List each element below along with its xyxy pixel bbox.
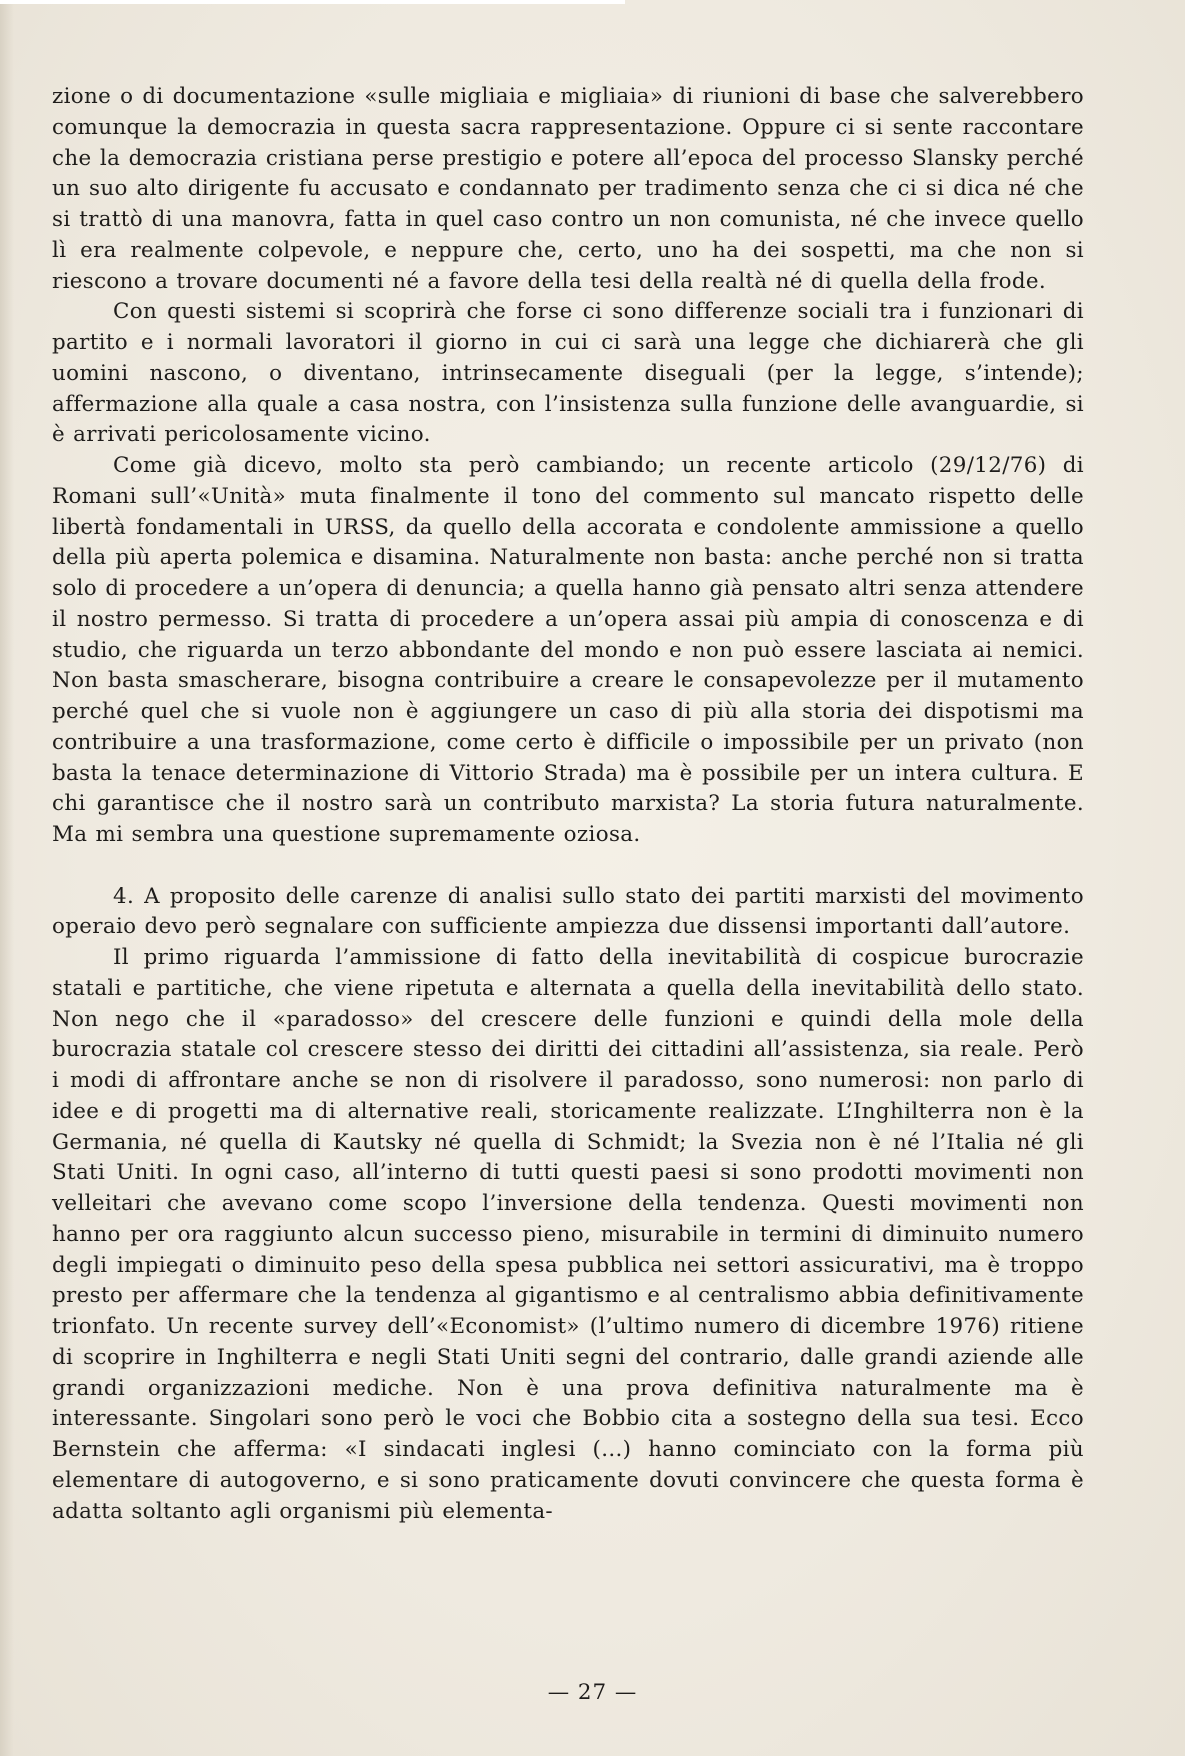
paragraph-3: Come già dicevo, molto sta però cambiando; un recente articolo (29/12/76) di Romani sull’«Unità» muta finalmente il tono del commento sul mancato rispetto delle libertà fondamentali in URSS, da quello della accorata e condolente ammissione a quello della più aperta polemica e disamina. Naturalmente non basta: anche perché non si tratta solo di procedere a un’opera di denuncia; a quella hanno già pensato altri senza attendere il nostro permesso. Si tratta di procedere a un’opera assai più ampia di conoscenza e di studio, che riguarda un terzo abbondante del mondo e non può essere lasciata ai nemici. Non basta smascherare, bisogna contribuire a creare le consapevolezze per il mutamento perché quel che si vuole non è aggiungere un caso di più alla storia dei dispotismi ma contribuire a una trasformazione, come certo è difficile o impossibile per un privato (non basta la tenace determinazione di Vittorio Strada) ma è possibile per un intera cultura. E chi garantisce che il nostro sarà un contributo marxista? La storia futura naturalmente. Ma mi sembra una questione supremamente oziosa. bbox=[52, 453, 1084, 847]
paragraph-2: Con questi sistemi si scoprirà che forse ci sono differenze sociali tra i funzionari di partito e i normali lavoratori il giorno in cui ci sarà una legge che dichiarerà che gli uomini nascono, o diventano, intrinsecamente diseguali (per la legge, s’intende); affermazione alla quale a casa nostra, con l’insistenza sulla funzione delle avanguardie, si è arrivati pericolosamente vicino. bbox=[52, 299, 1084, 448]
section-4-paragraph: 4. A proposito delle carenze di analisi sullo stato dei partiti marxisti del movimento operaio devo però segnalare con sufficiente ampiezza due dissensi importanti dall’autore. bbox=[52, 883, 1084, 940]
paragraph-5: Il primo riguarda l’ammissione di fatto della inevitabilità di cospicue burocrazie statali e partitiche, che viene ripetuta e alternata a quella della inevitabilità dello stato. Non nego che il «paradosso» del crescere delle funzioni e quindi della mole della burocrazia statale col crescere stesso dei diritti dei cittadini all’assistenza, sia reale. Però i modi di affrontare anche se non di risolvere il paradosso, sono numerosi: non parlo di idee e di progetti ma di alternative reali, storicamente realizzate. L’Inghilterra non è la Germania, né quella di Kautsky né quella di Schmidt; la Svezia non è né l’Italia né gli Stati Uniti. In ogni caso, all’interno di tutti questi paesi si sono prodotti movimenti non velleitari che avevano come scopo l’inversione della tendenza. Questi movimenti non hanno per ora raggiunto alcun successo pieno, misurabile in termini di diminuito numero degli impiegati o diminuito peso della spesa pubblica nei settori assicurativi, ma è troppo presto per affermare che la tendenza al gigantismo e al centralismo abbia definitivamente trionfato. Un recente survey dell’«Economist» (l’ultimo numero di dicembre 1976) ritiene di scoprire in Inghilterra e negli Stati Uniti segni del contrario, dalle grandi aziende alle grandi organizzazioni mediche. Non è una prova definitiva naturalmente ma è interessante. Singolari sono però le voci che Bobbio cita a sostegno della sua tesi. Ecco Bernstein che afferma: «I sindacati inglesi (...) hanno cominciato con la forma più elementare di autogoverno, e si sono praticamente dovuti convincere che questa forma è adatta soltanto agli organismi più elementa- bbox=[52, 945, 1084, 1524]
scan-top-strip bbox=[0, 0, 625, 4]
page-edge-shadow bbox=[0, 0, 14, 1756]
body-text bbox=[52, 82, 1084, 1527]
paragraph-1: zione o di documentazione «sulle migliaia e migliaia» di riunioni di base che salverebbero comunque la democrazia in questa sacra rappresentazione. Oppure ci si sente raccontare che la democrazia cristiana perse prestigio e potere all’epoca del processo Slansky perché un suo alto dirigente fu accusato e condannato per tradimento senza che ci si dica né che si trattò di una manovra, fatta in quel caso contro un non comunista, né che invece quello lì era realmente colpevole, e neppure che, certo, uno ha dei sospetti, ma che non si riescono a trovare documenti né a favore della tesi della realtà né di quella della frode. bbox=[52, 84, 1084, 294]
page-number: — 27 — bbox=[547, 1680, 638, 1705]
